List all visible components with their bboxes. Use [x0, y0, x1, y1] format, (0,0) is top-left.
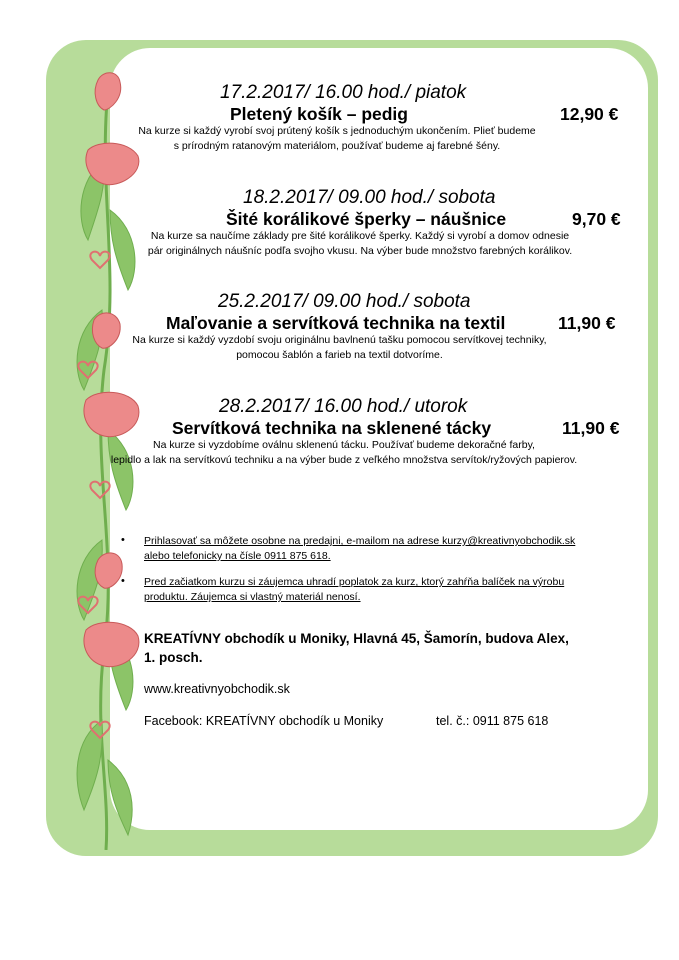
- event-date: 28.2.2017/ 16.00 hod./ utorok: [219, 396, 468, 417]
- description-line: Na kurze si každý vyrobí svoj prútený košík s jednoduchým ukončením. Plieť budeme: [138, 125, 536, 137]
- note-line: Prihlasovať sa môžete osobne na predajni, e-mailom na adrese kurzy@kreativnyobchodik.sk: [144, 535, 576, 547]
- event-title: Servítková technika na sklenené tácky: [172, 418, 492, 438]
- address-line: KREATÍVNY obchodík u Moniky, Hlavná 45, Šamorín, budova Alex,: [144, 631, 569, 646]
- note-line: produktu. Záujemca si vlastný materiál nenosí.: [144, 591, 361, 603]
- event-title: Maľovanie a servítková technika na textil: [166, 313, 506, 333]
- description-line: Na kurze sa naučíme základy pre šité korálikové šperky. Každý si vyrobí a domov odnesie: [150, 230, 570, 242]
- bullet-icon: •: [121, 575, 125, 587]
- event-date: 18.2.2017/ 09.00 hod./ sobota: [243, 187, 496, 208]
- description-line: s prírodným ratanovým materiálom, používať budeme aj farebné šény.: [173, 140, 501, 152]
- description-line: Na kurze si vyzdobíme oválnu sklenenú tácku. Používať budeme dekoračné farby,: [153, 439, 535, 451]
- event-date: 25.2.2017/ 09.00 hod./ sobota: [218, 291, 471, 312]
- event-price: 9,70 €: [572, 209, 621, 229]
- event-title: Pletený košík – pedig: [230, 104, 408, 124]
- website-link[interactable]: www.kreativnyobchodik.sk: [144, 682, 290, 696]
- event-title: Šité korálikové šperky – náušnice: [226, 209, 507, 229]
- event-description: [115, 229, 605, 259]
- address-line: 1. posch.: [144, 650, 203, 665]
- event-description: [78, 438, 610, 468]
- description-line: lepidlo a lak na servítkovú techniku a na výber bude z veľkého množstva servítok/ryžových papierov.: [110, 454, 578, 466]
- event-date: 17.2.2017/ 16.00 hod./ piatok: [220, 82, 467, 103]
- event-price: 11,90 €: [558, 313, 616, 333]
- event-description: [112, 124, 562, 154]
- note-line: alebo telefonicky na čísle 0911 875 618.: [144, 550, 331, 562]
- event-description: [112, 333, 567, 363]
- facebook-info: Facebook: KREATÍVNY obchodík u Moniky: [144, 714, 384, 728]
- description-line: Na kurze si každý vyzdobí svoju originálnu bavlnenú tašku pomocou servítkovej techniky,: [132, 334, 547, 346]
- registration-note: [144, 534, 614, 564]
- note-line: Pred začiatkom kurzu si záujemca uhradí poplatok za kurz, ktorý zahŕňa balíček na výrobu: [144, 576, 565, 588]
- event-price: 12,90 €: [560, 104, 619, 124]
- description-line: pomocou šablón a farieb na textil dotvoríme.: [236, 349, 443, 361]
- description-line: pár originálnych náušníc podľa svojho vkusu. Na výber bude množstvo farebných korálikov.: [147, 245, 573, 257]
- event-price: 11,90 €: [562, 418, 620, 438]
- bullet-icon: •: [121, 534, 125, 546]
- shop-address: [144, 629, 624, 667]
- payment-note: [144, 575, 614, 605]
- phone-info: tel. č.: 0911 875 618: [436, 714, 549, 728]
